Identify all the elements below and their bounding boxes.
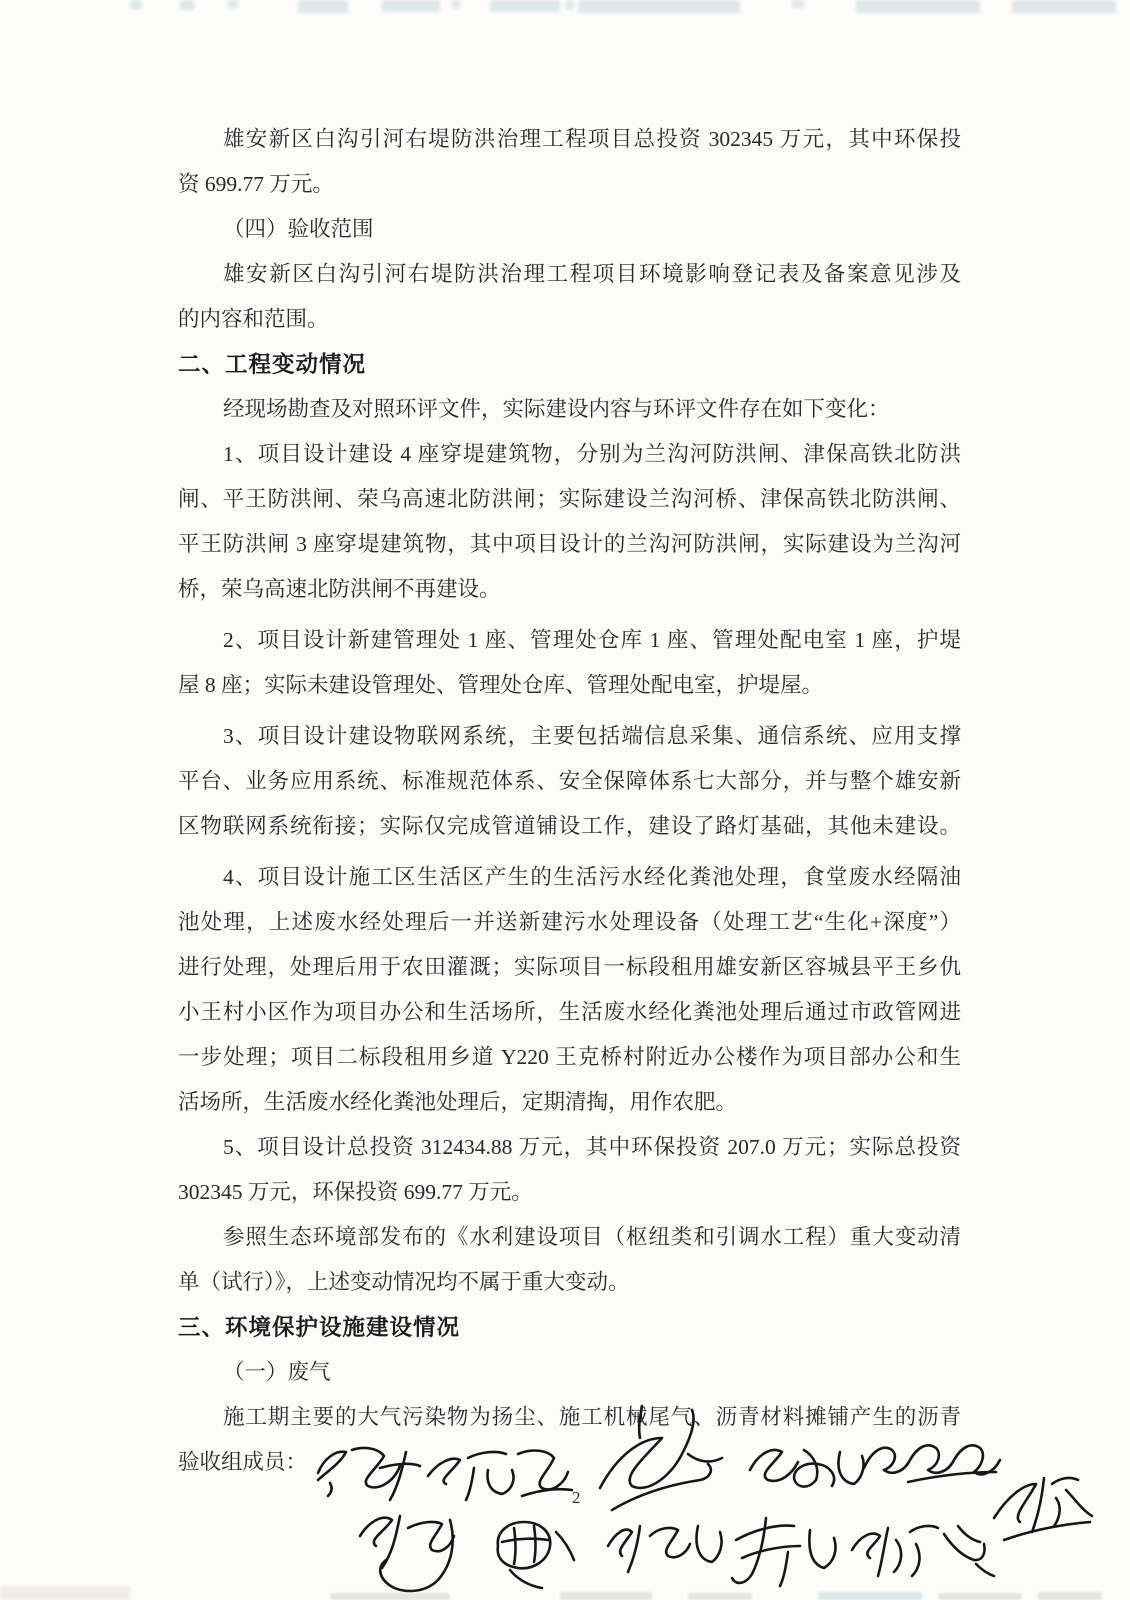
item-1-line-4: 桥，荣乌高速北防洪闸不再建设。 — [178, 577, 501, 601]
item-1-line-1: 1、项目设计建设 4 座穿堤建筑物，分别为兰沟河防洪闸、津保高铁北防洪 — [223, 442, 961, 466]
item-2-line-1: 2、项目设计新建管理处 1 座、管理处仓库 1 座、管理处配电室 1 座，护堤 — [223, 628, 961, 652]
para-scope-line-1: 雄安新区白沟引河右堤防洪治理工程项目环境影响登记表及备案意见涉及 — [223, 262, 961, 286]
page-number: 2 — [572, 1488, 581, 1507]
signature-11 — [994, 1478, 1092, 1540]
signature-2 — [428, 1451, 572, 1500]
item-3-line-1: 3、项目设计建设物联网系统，主要包括端信息采集、通信系统、应用支撑 — [223, 724, 961, 748]
item-4-line-5: 一步处理；项目二标段租用乡道 Y220 王克桥村附近办公楼作为项目部办公和生 — [178, 1045, 961, 1069]
item-3-line-2: 平台、业务应用系统、标准规范体系、安全保障体系七大部分，并与整个雄安新 — [178, 769, 961, 793]
item-5-line-2: 302345 万元，环保投资 699.77 万元。 — [178, 1180, 533, 1204]
subheading-waste-gas: （一）废气 — [223, 1360, 331, 1384]
subheading-acceptance-scope: （四）验收范围 — [223, 217, 374, 241]
section-heading-3-env-protection: 三、环境保护设施建设情况 — [178, 1315, 461, 1340]
item-4-line-2: 池处理，上述废水经处理后一并送新建污水处理设备（处理工艺“生化+深度”） — [178, 910, 961, 934]
para-reference-line-1: 参照生态环境部发布的《水利建设项目（枢纽类和引调水工程）重大变动清 — [223, 1225, 961, 1249]
signature-6 — [360, 1516, 454, 1591]
item-4-line-1: 4、项目设计施工区生活区产生的生活污水经化粪池处理，食堂废水经隔油 — [223, 865, 961, 889]
item-1-line-2: 闸、平王防洪闸、荣乌高速北防洪闸；实际建设兰沟河桥、津保高铁北防洪闸、 — [178, 487, 961, 511]
para-total-investment-line-2: 资 699.77 万元。 — [178, 172, 334, 196]
acceptance-members-label: 验收组成员： — [178, 1450, 308, 1474]
section-heading-2-changes: 二、工程变动情况 — [178, 352, 367, 377]
signature-4 — [750, 1450, 864, 1487]
signature-5 — [864, 1445, 1000, 1482]
para-changes-intro: 经现场勘查及对照环评文件，实际建设内容与环评文件存在如下变化： — [223, 397, 890, 421]
item-2-line-2: 屋 8 座；实际未建设管理处、管理处仓库、管理处配电室，护堤屋。 — [178, 673, 824, 697]
para-reference-line-2: 单（试行）》，上述变动情况均不属于重大变动。 — [178, 1270, 630, 1294]
signature-10 — [852, 1526, 994, 1576]
handwritten-signatures — [260, 1388, 1120, 1600]
signature-9 — [732, 1518, 836, 1586]
item-4-line-3: 进行处理，处理后用于农田灌溉；实际项目一标段租用雄安新区容城县平王乡仇 — [178, 955, 961, 979]
item-3-line-3: 区物联网系统衔接；实际仅完成管道铺设工作，建设了路灯基础，其他未建设。 — [178, 814, 961, 838]
para-waste-gas-line-1: 施工期主要的大气污染物为扬尘、施工机械尾气、沥青材料摊铺产生的沥青 — [223, 1405, 961, 1429]
signature-1 — [318, 1448, 420, 1500]
para-scope-line-2: 的内容和范围。 — [178, 307, 329, 331]
para-total-investment-line-1: 雄安新区白沟引河右堤防洪治理工程项目总投资 302345 万元，其中环保投 — [223, 127, 961, 151]
item-1-line-3: 平王防洪闸 3 座穿堤建筑物，其中项目设计的兰沟河防洪闸，实际建设为兰沟河 — [178, 532, 961, 556]
signature-7 — [498, 1522, 574, 1588]
document-body — [178, 117, 961, 1485]
item-4-line-4: 小王村小区作为项目办公和生活场所，生活废水经化粪池处理后通过市政管网进 — [178, 1000, 961, 1024]
item-4-line-6: 活场所，生活废水经化粪池处理后，定期清掏，用作农肥。 — [178, 1090, 738, 1114]
signature-3 — [600, 1406, 722, 1510]
signature-8 — [608, 1526, 722, 1572]
item-5-line-1: 5、项目设计总投资 312434.88 万元，其中环保投资 207.0 万元；实际总投资 — [223, 1135, 961, 1159]
